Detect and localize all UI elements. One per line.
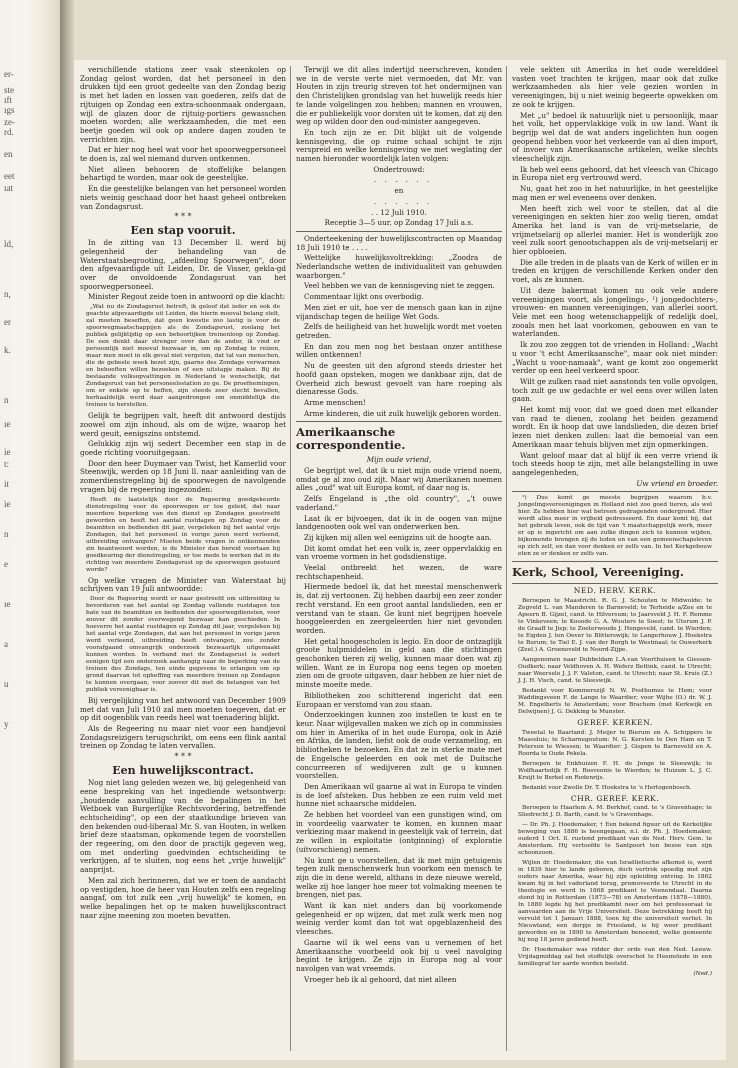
spine-fragment: eet [4,171,15,181]
column-divider [290,66,291,1051]
spine-fragment: n [4,529,9,539]
paragraph: Gaarne wil ik wel eens van u vernemen of het Amerikaansche voorbeeld ook bij u veel navolging begint te krijgen. Ze zijn in Europa nog al voor navolgen van wat vreemds. [296,937,502,973]
column-1 [80,66,286,922]
paragraph: Niet alleen behooren de stoffelijke belangen behartigd te worden, maar ook de geestelijke. [80,164,286,183]
paragraph: Men zal zich herinneren, dat we er toen de aandacht op vestigden, hoe de heer van Houten zelfs een regeling aangaf, om tot zulk een „vrij huwelijk" te komen, en welke bepalingen het op te maken huwelijkscontract naar zijne meening zou moeten bevatten. [80,875,286,920]
paragraph: Nu, gaat het zoo in het natuurlijke, in het geestelijke mag men er wel eveneens over denken. [512,184,718,202]
paragraph: Bibliotheken zoo schitterend ingericht dat een Europaan er verstomd van zou staan. [296,690,502,709]
footnote: ¹) Dus komt ge meeste begrijpen waarom b.v. Jongelingsvereenigingen in Holland niet zoo goed tieren, als wel hier. Ze hebben hier wat betreen gedragenden ondergrond. Hier wordt alles meer in vrijheid gedresseerd. En daar komt bij, dat het gebruik leven, ook de tijd van 't maatschappelijk werk, meer er op is ingericht om aan zulke dingen zich te kunnen wijden, bijkomende brengen zij de leden en van een gemeenschapsleven op zich zelf, en dan voor denken er zelfs van. In het Kerkgebouw eten ze er denken er zelfs van. [518,495,712,558]
announcement-receptie: Receptie 3—5 uur, op Zondag 17 Juli a.s. [324,218,474,228]
rule [512,583,718,584]
paragraph: Laat ik er bijvoegen, dat ik in de oogen van mijne landgenooten ook wel van onderwerken ben. [296,513,502,532]
spine-fragment: y [4,719,9,729]
paragraph: Met „u" bedoel ik natuurlijk niet u persoonlijk, maar het volk, het oppervlakkige volk in uw land. Want ik begrijp wel dat de wat anders ingelichten hun oogen geopend hebben voor het verkeerde van al dien import, of invoer van Amerikaansche artikelen, welke slechts vleeschelijk zijn. [512,110,718,164]
quotation: Door de Regeering wordt er naar gestreefd om uitbreiding te bevorderen van het aantal op Zondag vallende rustdagen ten bate van de beambten en bedienden der spoorwegdiensten, voor zoover dit zonder overwegend bezwaar kan geschieden. In hoeverre het aantal rustdagen op Zondag dit jaar, vergeleken bij het aantal vrije Zondagen, dat aan het personeel in vorige jaren werd verleend, uitbreiding heeft ontvangen, zou zonder voorafgaand omvangrijk onderzoek bezwaarlijk uitgemaakt kunnen worden. In verband met de Zondagsrust is sedert eenigen tijd een onderzoek aanhangig naar de beperking van de treinen des Zondags, ten einde gegevens te erlangen om op grond daarvan tot opheffing van meerdere treinen op Zondagen te kunnen overgaan, voor zoover dit met de belangen van het publiek vereenigbaar is. [86,595,280,693]
paragraph: Ik zou zoo zeggen tot de vrienden in Holland: „Wacht u voor 't echt Amerikaansche", maar ook niet minder: „Wacht u voor-namaak", want ge komt zoo ongemerkt verder op een heel verkeerd spoor. [512,340,718,376]
subheading-chr-geref-kerk: CHR. GEREF. KERK. [570,793,660,803]
quotation: „Wat nu de Zondagsrust betreft, ik geloof dat ieder en ook de geachte afgevaardigde uit Leiden, die hierin mooval belang stelt, zal moeten beseffen, dat geen kwestie zoo lastig is voor de spoorwegmaatschappijen als de Zondagsrust, zoolang het publiek gelijktijdig op een behoorlijken treinenloop op Zondag. De een denkt daar strenger over dan de ander, ik vind er persoonlijk niet mooval bezwaar in, om op Zondag te reizen, maar men moet in elk geval niet vergeten, dat tal van menschen, die de gebeele week bezet zijn, gaarne des Zondags verwarmen en behoeften willen bezoeken of een uitstapje maken. Bij de bestaande volksopvattingen in Nederland is wenschelijk, dat Zondagsrust van het personeelsstation zo ge. De proefnemingen, om er enkele op te heffen, zijn steeds zeer slecht bevallen, herhaaldelijk werd daar aangedrongen om onmiddellijk die treinen te herstellen. [86,304,280,409]
paragraph: Wettelijke huwelijksvoltrekking: „Zoodra de Nederlandsche wetten de individualiteit van gehuwden waarborgen." [296,253,502,280]
subheading-geref-kerken: GEREF. KERKEN. [577,718,653,728]
section-separator: * * * [174,752,192,762]
paragraph: Ge begrijpt wel, dat ik u niet mijn oude vriend noem, omdat ge al zoo oud zijt. Maar wij Amerikanen noemen alles „oud" wat uit Europa komt, of daar nog is. [296,466,502,493]
spine-fragment: ıft [4,95,12,105]
paragraph: Ze hebben het voordeel van een gunstigen wind, om in voordeelig vaarwater te komen, en kunnen maar verkiezing maar makend in geestelijk vak of terrein, dat ze willen in exploitatie (ontginning) of exploratie (uitvorschieng) nemen. [296,810,502,854]
church-news-item: Tweetal te Baarland: J. Meijer te Bierum en A. Schippers te Maassluis; te Scharnegoutum: N. G. Kersten te Den Ham en T. Peterson te Wiessen; te Waardier: J. Gispen te Barneveld en A. Roorda te Oude Pekela. [518,729,712,757]
paragraph: Onderzoekingen kunnen zoo instellen te kust en te keur. Naar wijlgevallen maken we zich op in commissies om hier in Amerika of in het oude Europa, ook in Azië en Afrika, de landen, liefst ook de oude verzameling, en bibliotheken te bezoeken. En dat ze in sterke mate met de Engelsche geleerden en ook met de Duitsche concurreeren of wedijveren zult ge u kunnen voorstellen. [296,710,502,781]
spine-fragment: k. [4,345,11,355]
heading-een-stap-vooruit: Een stap vooruit. [130,224,236,238]
paragraph: Als de Regeering nu maar niet voor een handjevol Zondagsreizigers terugschrikt, om eens een flink aantal treinen op Zondag te laten vervallen. [80,724,286,751]
previous-page-edge [0,0,64,1068]
quotation: Heeft de laatstelijk door de Regeering goedgekeurde dienstregeling voor de spoorwegen er toe geleid, dat naar meerdere beperking van den dienst op Zondagen geestreefd geworden en heeft het aantal rustdagen op Zondag voor de beambten en bedienden dit jaar, vergeleken bij het aantal vrije Zondagen, dat het personeel in vorige jaren werd verleend, uitbreiding ontvangen? Moeten beide vragen in ontkennenden zin beantwoord worden, is de Minister dan bereid voortaan bij goedkeuring der dienstregeling, er toe mede te werken dat in de richting van meerdere Zondagsrust op de spoorwegen gestuurd worde? [86,496,280,573]
spine-fragment: ıe [4,419,11,429]
spine-fragment: rd. [4,127,14,137]
spine-fragment: er- [4,69,14,79]
paragraph: vele sekten uit Amerika in het oude werelddeel vasten voet trachten te krijgen, maar ook dat zulke werkzaamheden als hier vele gezien worden in vereenigingen, bij u niet weinig begeerte opwekken om ze ook te krijgen. [512,66,718,109]
paragraph: Men heeft zich wel voor te stellen, dat al die vereenigingen en sekten hier zoo welig tieren, omdat Amerika het land is van de vrij-metselarie, de vrijmetselarij op allerlei manier. Het is wonderlijk zoo veel zulk soort genootschappen als de vrij-metselarij er hier opbloeien. [512,203,718,257]
paragraph: Den Amerikaan wil gaarne al wat in Europa te vinden is de loef afsteken. Dus hebben ze een ruim veld met hunne niet schaarsche middelen. [296,781,502,809]
church-news-item: Aangenomen naar Dubbeldam L.A.van Voorthuisen te Giessen-Oudkerk; naar Veldhoven A. H. Weferz Bettink, cand. te Utrecht; naar Weerselo J. J. F. Valeton, cand. te Utrecht; naar St. Kruis (Z.) J. J. H. Visch, cand. te Sleeswijk. [518,657,712,685]
name-placeholder: . . . . . . [373,175,433,185]
paragraph: Terwijl we dit alles indertijd neerschreven, konden we in de verste verte niet vermoeden, dat Mr. van Houten in zijn treurig streven tot het ondermijnen van den Christelijken grondslag van het huwelijk reeds hier te lande volgelingen zou hebben; mannen en vrouwen, die er publiekelijk voor dorsten uit te komen, dat zij den weg op wilden door den oud-minister aangegeven. [296,66,502,127]
source-note: (Ned.) [693,971,712,978]
paragraph: Zelfs de heiligheid van het huwelijk wordt met voeten getreden. [296,322,502,340]
paragraph: Door den heer Duymaer van Twist, het Kamerlid voor Steenwijk, werden op 18 Juni ll. naar aanleiding van de zomerdienstregeling bij de spoorwegen de navolgende vragen bij de regeering ingezonden: [80,458,286,494]
obituary: — Dr. Ph. J. Hoedemaker, † Een bekend figuur uit de Kerkelijke beweging van 1886 is heengegaan, n.l. dr. Ph. J. Hoedemaker, ouderd 1 Oct. ll. rustend predikant van de Ned. Herv. Gem. te Amsterdam. Hij vertoefde te Santpoort ten bezoe van zijn schoonzoon. [518,822,712,857]
binding-shadow [60,0,74,1068]
paragraph: Minister Regout zeide toen in antwoord op die klacht: [88,292,286,302]
paragraph: Dat er hier nog heel wat voor het spoorwegpersoneel te doen is, zal wel niemand durven ontkennen. [80,145,286,164]
paragraph: Op welke vragen de Minister van Waterstaat bij schrijven van 19 Juli antwoordde: [80,575,286,594]
church-news-item: Beroepen te Enkhuizen F. H. de Jonge te Sleeuwijk; te Wolfhaartsdijk F. H. Bosveenis te Wierden; te Huizum L. J. C. Kruijt te Berkel en Rodenrijs. [518,760,712,781]
paragraph: Nog niet lang geleden wezen we, bij gelegenheid van eene bespreking van het ingediende wetsontwerp: „houdende aanvulling van de bepalingen in het Wetboek van Burgerlijke Rechtsvordering, betreffende echtscheiding", op een der staatkundige brieven van den bekenden oud-liberaal Mr. S. van Houten, in welken brief deze staatsman, opkomende tegen de voorstellen der regeering, om den door de practijk gegeven weg, om met onderling goedvinden echtscheiding te verkrijgen, af te sluiten, nog eens het „vrije huwelijk" aanprijst. [80,778,286,875]
paragraph: Men ziet er uit, hoe ver de mensch gaan kan in zijne vijandschap tegen de heilige Wet Gods. [296,302,502,321]
paragraph: Want ik kan niet anders dan bij voorkomende gelegenheid er op wijzen, dat met zulk werk men nog weinig verder komt dan tot wat opgeblazenheid des vleesches. [296,901,502,937]
paragraph: Veelal ontbreekt het wezen, de ware rechtschapenheid. [296,563,502,581]
letter-salutation: Mijn oude vriend, [366,455,432,465]
paragraph: Die alle treden in de plaats van de Kerk of willen er in treden en krijgen de verschillende Kerken onder den voet, als ze kunnen. [512,257,718,285]
paragraph: Wilt ge zulken raad niet aanstonds ten volle opvolgen, toch zult ge uw gedachte er wel eens over willen laten gaan. [512,376,718,404]
spine-fragment: n, [4,289,11,299]
paragraph: Arme menschen! [304,397,366,407]
announcement-en: en [394,186,404,196]
rule [296,231,502,232]
church-news-item: Bedankt voor Kommerszijl N. W. Posthumus te Hem; voor Waddingsveen F. de Lange te Waardier; voor Wijhe (O.) dr. W. J. M. Engelberts te Amsterdam; voor Brachem (met Kerkwijk en Delwijnen) J. G. Dekking te Munster. [518,688,712,716]
paragraph: Bij vergelijking van het antwoord van December 1909 met dat van Juli 1910 zal men moeten toegeven, dat er op dit oogenblik van reeds heel wat toenadering blijkt. [80,695,286,723]
paragraph: Het getal hoogescholen is legio. En door de ontzaglijk groote hulpmiddelen in geld aan die stichtingen geschonken tieren zij welig, kunnen maar doen wat zij willen. Want ze in Europa nog eens tegen op moeten zien om de groote uitgaven, daar hebben ze hier niet de minste moeite mede. [296,636,502,690]
announcement-ondertrouwd: Ondertrouwd: [373,164,425,174]
section-separator: * * * [174,212,192,222]
spine-fragment: ıgs [4,105,15,115]
column-divider [506,66,507,1051]
rule [512,561,718,562]
paragraph: In de zitting van 13 December ll. werd bij gelegenheid der behandeling van de Waterstaatsbegrooting, „afdeeling Spoorwegen", door den afgevaardigde uit Leiden, Dr. de Visser, gekla-gd over de onvoldoende Zondagsrust van het spoorwegpersoneel. [80,238,286,291]
heading-huwelijkscontract: Een huwelijkscontract. [112,764,254,778]
paragraph: Commentaar lijkt ons overbodig. [304,292,424,302]
paragraph: Uit deze bakermat komen nu ook vele andere vereenigingen voort, als jongelings-, ¹) jongedochters-, vrouwen- en mannen vereenigingen, van allerlei soort. Vele met een hoog wetenschappelijk of redelijk doel, zooals men het laat voorkomen, gebouwen en van te waterlanden. [512,285,718,339]
paragraph: Nu kunt ge u voorstellen, dat ik met mijn getuigenis tegen zulk menschenwerk hun voorkom een mensch te zijn die in dene wereld, althans in deze nieuwe wereld, welke zij hoe langer hoe meer tot volmaking meenen te brengen, niet pas. [296,855,502,900]
paragraph: Gelukkig zijn wij sedert December een stap in de goede richting vooruitgegaan. [80,439,286,457]
heading-amerikaansche-correspondentie: Amerikaansche correspondentie. [296,425,406,453]
newspaper-sheet [74,60,726,1060]
spine-fragment: it [4,479,10,489]
paragraph: En dan zou men nog het bestaan onzer antithese willen ontkennen! [296,341,502,360]
paragraph: Nu de geesten uit den afgrond steeds driester het hoofd gaan opsteken, mogen we dankbaar zijn, dat de Overheid zich bewust gevoelt van hare roeping als dienaresse Gods. [296,361,502,397]
church-news-item: Bedankt voor Zwolle Dr. T. Hoekstra te 's Hertogenbosch. [522,784,692,791]
obituary: Wijlen dr. Hoedemaker, die van Israëlietische afkomst is, werd in 1839 hier te lande geboren, doch vertrok spoedig met zijn ouders naar Amerika, waar hij zijn opleiding ontving. In 1862 kwam hij in het vaderland terug, promoveerde te Utrecht in de theologie en werd in 1868 predikant te Veenendaal. Daarna stond hij in Rotterdam (1873—78) en Amsterdam (1878—1880). In 1880 legde hij het predikambt neer om het professoraat te aanvaarden aan de Vrije Universiteit. Deze betrekking heeft hij vervuld tot 1 Januari 1888, toen hij die universiteit verliet. In Nieuwland, een dorpje in Friesland, is hij weer predikant geworden en in 1890 te Amsterdam benoemd, welke gemeente hij nog 18 jaren gediend heeft. [518,860,712,944]
paragraph: Onderteekening der huwelijkscontracten op Maandag 18 Juli 1910 te . . . . [296,233,502,252]
spine-fragment: ie [4,499,11,509]
spine-fragment: ld, [4,239,14,249]
heading-kerk-school-vereeniging: Kerk, School, Vereeniging. [512,565,684,580]
column-2 [296,66,502,986]
spine-fragment: e [4,559,8,569]
spine-fragment: ste [4,85,14,95]
paragraph: En die geestelijke belangen van het personeel worden niets weinig geschaad door het haast geheel ontbreken van Zondagsrust. [80,184,286,211]
paragraph: Gelijk te begrijpen valt, heeft dit antwoord destijds zoowel om zijn inhoud, als om de wijze, waarop het werd geuit, eenigszins ontstemd. [80,411,286,438]
spine-fragment: n [4,395,9,405]
spine-fragment: en [4,149,13,159]
paragraph: En toch zijn ze er. Dit blijkt uit de volgende kennisgeving, die op ruime schaal schijnt te zijn verspreid en welke kennisgeving we met weglating der namen hieronder woordelijk laten volgen: [296,127,502,164]
obituary: Dr. Hoedemaker was ridder der orde van den Ned. Leeuw. Vrijdagmiddag zal het stoffelijk overschot te Heemstede in een familiegraf ter aarde worden besteld. [518,947,712,968]
spine-fragment: u [4,679,9,689]
paragraph: Dit komt omdat het een volk is, zeer oppervlakkig en van vroeme vormen in het godsdienstige. [296,543,502,562]
spine-fragment: t: [4,459,10,469]
spine-fragment: ie [4,447,11,457]
church-news-item: Beroepen te Maastricht. R. G. J. Schouten te Midwolde; te Zegveld L. van Manderen te Barneveld; te Terheide a/Zee en te Apeern B. Gijzel, cand. te Hilversum; te Jaarsveld J. H. F. Remme te Vinkeveen; te Kooode G. A. Wouters te Soest; te Uterum J. P. de Graaff te Jisp; te Zoeterwoude J. Hengeveld, cand. te Wierden; te Eigden J. ten Oever te Blitterswijk; te Langerhouw J. Hoekstra te Burum; te Tiel E. J. van der Borgh te Westmaal; te Ouwerkerk (Zeel.) A. Groeneveld te Noord-Zijpe. [518,598,712,654]
paragraph: Zij kijken mij allen wel eenigzins uit de hoogte aan. [304,532,492,542]
spine-fragment: er [4,317,11,327]
name-placeholder: . . . . . . [373,196,433,206]
letter-signature: Uw vriend en broeder. [636,478,718,488]
rule [512,491,718,492]
paragraph: Hiermede bedoel ik, dat het meestal menschenwerk is, dat zij vertoonen. Zij hebben daarbij een zeer zonder recht verstand. En een groot aantal landslieden, een er verstand van te staan. Ge kunt niet begrijpen hoevele hooggeleerden en zeergeleerden hier niet gevonden worden. [296,582,502,635]
spine-fragment: ıe [4,599,11,609]
paragraph: Vroeger heb ik al gehoord, dat niet alleen [304,974,457,984]
paragraph: Veel hebben we van de kennisgeving niet te zeggen. [304,281,495,291]
spine-fragment: ze- [4,117,15,127]
column-3 [512,66,718,981]
subheading-ned-herv-kerk: NED. HERV. KERK. [573,586,657,596]
announcement-date: . . 12 Juli 1910. [371,207,427,217]
church-news-item: Beroepen te Haarlem A. M. Berkhof, cand. te 's Gravenhage; te Sliedrecht J. D. Barth, cand. te 's Gravenhage. [518,805,712,819]
rule [296,421,502,422]
paragraph: Ik heb wel eens gehoord, dat het vleesch van Chicago in Europa niet erg vertrouwd werd. [512,164,718,183]
paragraph: Want geloof maar dat al blijf ik een verre vriend ik toch steeds hoop te zijn, met alle belangstelling in uwe aangelegenheden, [512,450,718,477]
spine-fragment: a [4,639,8,649]
paragraph: verschillende stations zeer vaak steenkolen op Zondag gelost worden, dat het personeel in den drukken tijd een groot gedeelte van den Zondag bezig is met het laden en lossen van goederen, zelfs dat de rijtuigen op Zondag een extra-schoonmaak ondergaan, wijl de glazen door de rijtuig-portiers gewasschen moeten worden; alle werkzaamheden, die met een beetje goeden wil ook op andere dagen zouden te verrichten zijn. [80,66,286,144]
paragraph: Arme kinderen, die uit zulk huwelijk geboren worden. [304,408,502,418]
paragraph: Zelfs Engeland is „the old country", „'t ouwe vaderland." [296,494,502,512]
paragraph: Het komt mij voor, dat we goed doen met elkander van raad te dienen, zoolang het beiden gezamend wordt. En ik hoop dat uwe landslieden, die dezen brief lezen niet denken zullen: laat die bemoeial van een Amerikaan maar tehuis blijven met zijn opmerkingen. [512,405,718,449]
spine-fragment: ıat [4,183,13,193]
